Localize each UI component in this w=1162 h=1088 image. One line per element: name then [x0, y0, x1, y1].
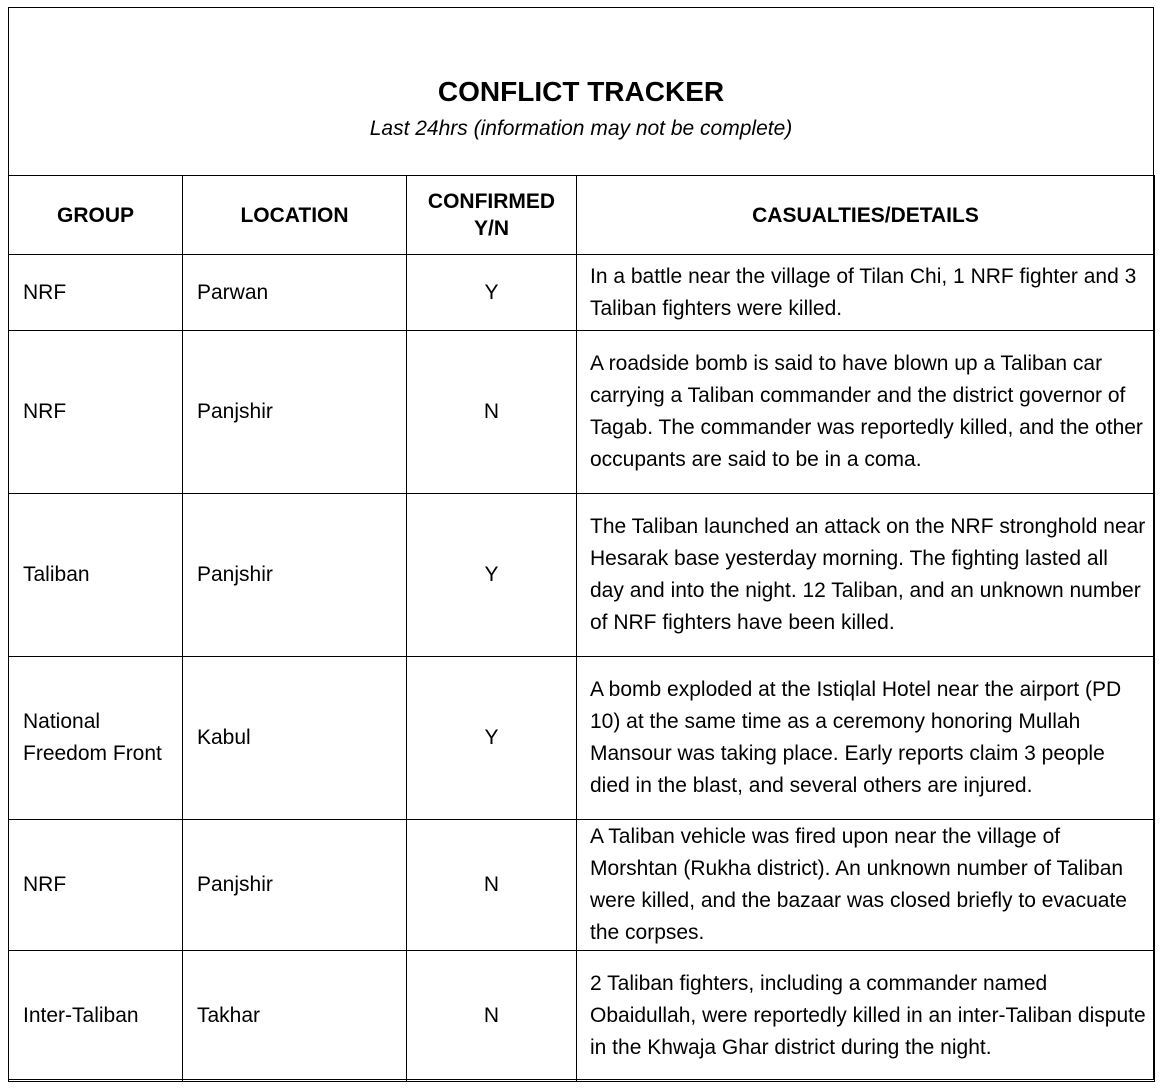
table-row — [9, 494, 1155, 657]
cell-confirmed: Y — [407, 657, 577, 820]
table-row — [9, 255, 1155, 331]
cell-confirmed: N — [407, 951, 577, 1082]
table-row — [9, 951, 1155, 1082]
cell-confirmed: Y — [407, 255, 577, 331]
cell-group: Taliban — [9, 494, 183, 657]
table-row — [9, 820, 1155, 951]
conflict-table — [8, 175, 1155, 1082]
column-header-confirmed-line2: Y/N — [473, 217, 509, 240]
conflict-tracker-document — [8, 7, 1154, 1080]
cell-location: Panjshir — [183, 820, 407, 951]
cell-details: A Taliban vehicle was fired upon near the village of Morshtan (Rukha district). An unknown number of Taliban were killed, and the bazaar was closed briefly to evacuate the corpses. — [577, 820, 1155, 951]
cell-group: NRF — [9, 255, 183, 331]
column-header-details: CASUALTIES/DETAILS — [577, 176, 1155, 255]
cell-location: Takhar — [183, 951, 407, 1082]
column-header-location: LOCATION — [183, 176, 407, 255]
cell-details: A bomb exploded at the Istiqlal Hotel near the airport (PD 10) at the same time as a ceremony honoring Mullah Mansour was taking place. Early reports claim 3 people died in the blast, and several others are injured. — [577, 657, 1155, 820]
cell-details: 2 Taliban fighters, including a commander named Obaidullah, were reportedly killed in an inter-Taliban dispute in the Khwaja Ghar district during the night. — [577, 951, 1155, 1082]
cell-confirmed: Y — [407, 494, 577, 657]
column-header-confirmed — [407, 176, 577, 255]
cell-location: Panjshir — [183, 494, 407, 657]
cell-location: Panjshir — [183, 331, 407, 494]
cell-group: Inter-Taliban — [9, 951, 183, 1082]
cell-confirmed: N — [407, 820, 577, 951]
cell-confirmed: N — [407, 331, 577, 494]
cell-group: NRF — [9, 331, 183, 494]
cell-group: NRF — [9, 820, 183, 951]
cell-details: The Taliban launched an attack on the NRF stronghold near Hesarak base yesterday morning. The fighting lasted all day and into the night. 12 Taliban, and an unknown number of NRF fighters have been killed. — [577, 494, 1155, 657]
table-row — [9, 657, 1155, 820]
cell-details: A roadside bomb is said to have blown up a Taliban car carrying a Taliban commander and the district governor of Tagab. The commander was reportedly killed, and the other occupants are said to be in a coma. — [577, 331, 1155, 494]
page-subtitle: Last 24hrs (information may not be complete) — [369, 117, 793, 140]
column-header-confirmed-line1: CONFIRMED — [427, 190, 556, 213]
column-header-group: GROUP — [9, 176, 183, 255]
title-block — [9, 8, 1153, 175]
cell-details: In a battle near the village of Tilan Chi, 1 NRF fighter and 3 Taliban fighters were killed. — [577, 255, 1155, 331]
page-title: CONFLICT TRACKER — [437, 76, 725, 107]
cell-location: Parwan — [183, 255, 407, 331]
table-header-row — [9, 176, 1155, 255]
cell-group: National Freedom Front — [9, 657, 183, 820]
cell-location: Kabul — [183, 657, 407, 820]
table-row — [9, 331, 1155, 494]
